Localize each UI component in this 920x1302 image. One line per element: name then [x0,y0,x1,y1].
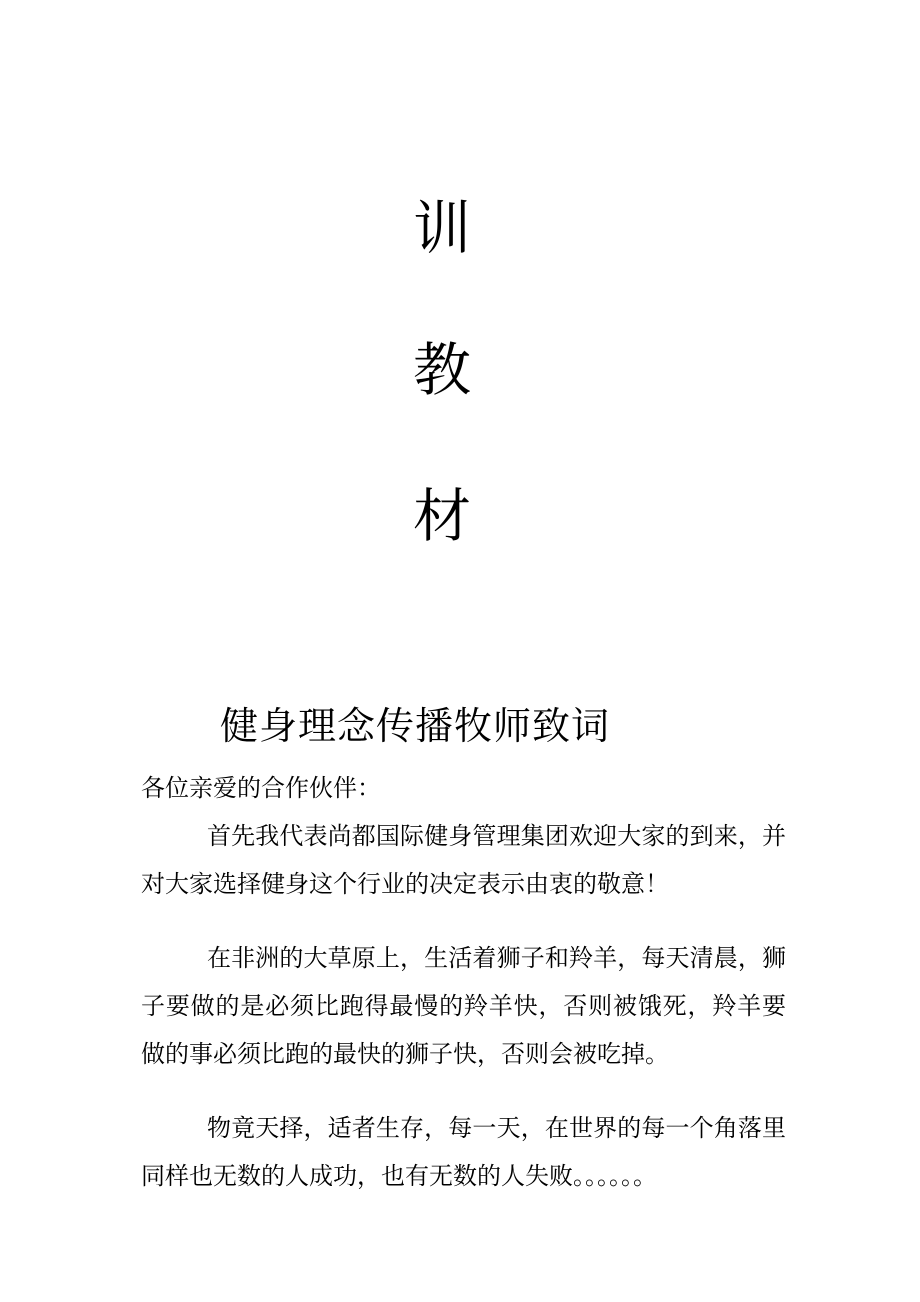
salutation-text: 各位亲爱的合作伙伴： [141,774,381,802]
speech-title: 健身理念传播牧师致词 [220,704,611,748]
paragraph-text: 物竟天择，适者生存，每一天，在世界的每一个角落里同样也无数的人成功，也有无数的人失败。。。。。。 [141,1114,786,1190]
cover-title-char-1: 训 [412,194,471,262]
paragraph-survival [141,1104,786,1200]
salutation [141,764,786,812]
paragraph-lion-antelope [141,934,786,1078]
paragraph-text: 在非洲的大草原上，生活着狮子和羚羊，每天清晨，狮子要做的是必须比跑得最慢的羚羊快，否则被饿死，羚羊要做的事必须比跑的最快的狮子快，否则会被吃掉。 [141,944,786,1068]
paragraph-welcome [141,812,786,908]
paragraph-text: 首先我代表尚都国际健身管理集团欢迎大家的到来，并对大家选择健身这个行业的决定表示由衷的敬意！ [141,822,786,898]
cover-title-char-3: 材 [412,482,471,550]
cover-title-char-2: 教 [412,336,471,404]
